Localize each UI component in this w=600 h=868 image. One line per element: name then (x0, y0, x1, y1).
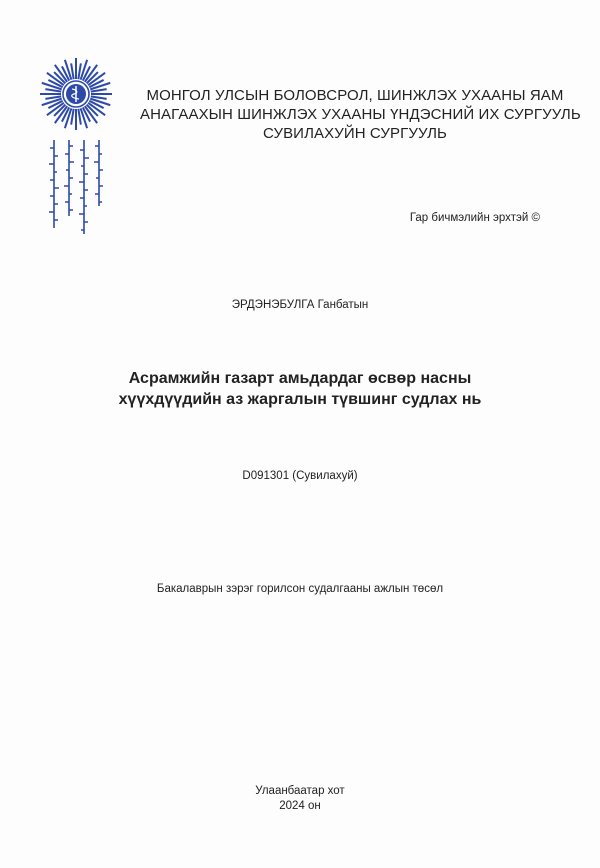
emblem-ray (71, 63, 74, 79)
year: 2024 он (279, 800, 321, 812)
degree-note: Бакалаврын зэрэг горилсон судалгааны ажлын төсөл (156, 583, 444, 595)
university-emblem-icon (38, 56, 114, 246)
emblem-ray (71, 109, 74, 125)
ministry-name: МОНГОЛ УЛСЫН БОЛОВСРОЛ, ШИНЖЛЭХ УХААНЫ ЯАМ (146, 87, 564, 104)
program-code: D091301 (Сувилахуй) (242, 470, 358, 482)
thesis-title-line-2: хүүхдүүдийн аз жаргалын түвшинг судлах нь (118, 391, 482, 408)
mongolian-script (49, 140, 103, 234)
school-name: СУВИЛАХУЙН СУРГУУЛЬ (263, 125, 447, 142)
city: Улаанбаатар хот (255, 785, 345, 797)
place-and-year (0, 784, 600, 814)
author-name: ЭРДЭНЭБУЛГА Ганбатын (231, 299, 369, 311)
university-name: АНАГААХЫН ШИНЖЛЭХ УХААНЫ ҮНДЭСНИЙ ИХ СУРГУУЛЬ (140, 106, 581, 123)
emblem-ray (45, 89, 61, 92)
manuscript-rights-note: Гар бичмэлийн эрхтэй © (409, 212, 540, 224)
emblem-ray (78, 109, 81, 125)
institution-header (140, 86, 581, 143)
emblem-ray (45, 96, 61, 99)
emblem-ray (91, 96, 107, 99)
thesis-title (0, 368, 600, 410)
emblem-ray (91, 89, 107, 92)
emblem-ray (78, 63, 81, 79)
thesis-title-line-1: Асрамжийн газарт амьдардаг өсвөр насны (128, 370, 472, 387)
